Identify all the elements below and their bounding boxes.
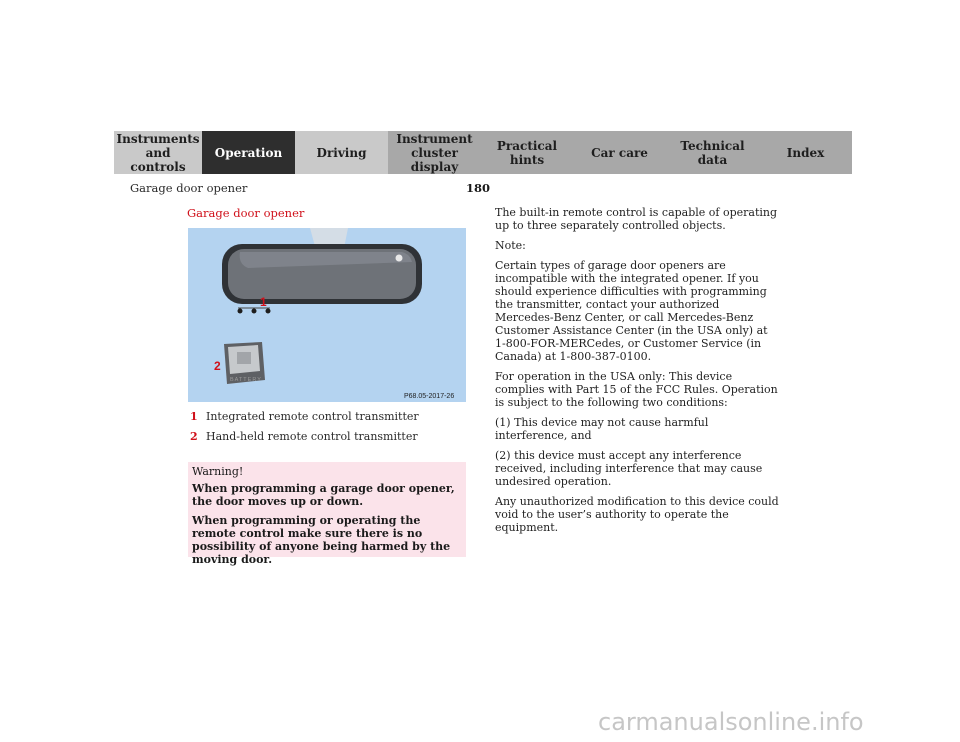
callout-1: 1 [260,295,267,309]
tab-car-care[interactable] [573,131,666,174]
watermark: carmanualsonline.info [598,708,864,736]
battery-label: BATTERY [230,377,262,383]
tab-instruments-and-controls[interactable] [114,131,202,174]
warning-title: Warning! [192,465,244,478]
warning-paragraph: When programming or operating the remote control make sure there is no possibility of anyone being harmed by the moving door. [192,514,451,566]
body-paragraph: Certain types of garage door openers are incompatible with the integrated opener. If you should experience difficulties with programming the transmitter, contact your authorized Mercedes-Benz Center, or call Mercedes-Benz Customer Assistance Center (in the USA only) at 1-800-FOR-MERCedes, or Customer Service (in Canada) at 1-800-387-0100. [495,259,768,363]
legend-number: 2 [190,430,198,443]
legend-text: Integrated remote control transmitter [206,410,419,423]
tab-index[interactable] [759,131,852,174]
figure-code: P68.05-2017-26 [404,393,455,400]
warning-paragraph: When programming a garage door opener, the door moves up or down. [192,482,455,508]
section-heading: Garage door opener [187,206,305,220]
tab-label: Technical data [680,138,745,167]
body-text [495,206,780,541]
transmitter-button-1 [238,309,243,314]
page-title: Garage door opener [130,181,248,195]
body-paragraph: (1) This device may not cause harmful interference, and [495,416,709,442]
body-paragraph: The built-in remote control is capable of operating up to three separately controlled objects. [495,206,778,232]
legend-number: 1 [190,410,198,423]
body-paragraph: For operation in the USA only: This device complies with Part 15 of the FCC Rules. Operation is subject to the following two conditions: [495,370,778,409]
tab-label: Instrument cluster display [396,131,473,174]
legend-text: Hand-held remote control transmitter [206,430,418,443]
handheld-remote [224,342,265,384]
tab-operation[interactable] [202,131,295,174]
legend-item [187,430,467,450]
tab-instrument-cluster-display[interactable] [388,131,481,174]
page-number: 180 [466,181,491,195]
note-label: Note: [495,239,526,252]
chapter-nav [114,131,852,174]
legend-item [187,410,467,430]
callout-2: 2 [214,359,221,373]
figure-legend [187,410,467,450]
tab-label: Car care [591,145,648,160]
warning-box [188,462,466,566]
tab-practical-hints[interactable] [481,131,573,174]
transmitter-button-2 [252,309,257,314]
transmitter-button-3 [266,309,271,314]
tab-label: Driving [316,145,367,160]
body-paragraph: (2) this device must accept any interference received, including interference that may cause undesired operation. [495,449,763,488]
light-sensor [396,255,403,262]
tab-driving[interactable] [295,131,388,174]
garage-opener-illustration [188,228,466,402]
tab-technical-data[interactable] [666,131,759,174]
tab-label: Operation [214,145,283,160]
tab-label: Index [786,145,825,160]
tab-label: Instruments and controls [116,131,200,174]
body-paragraph: Any unauthorized modification to this device could void to the user’s authority to operate the equipment. [495,495,779,534]
tab-label: Practical hints [496,138,558,167]
